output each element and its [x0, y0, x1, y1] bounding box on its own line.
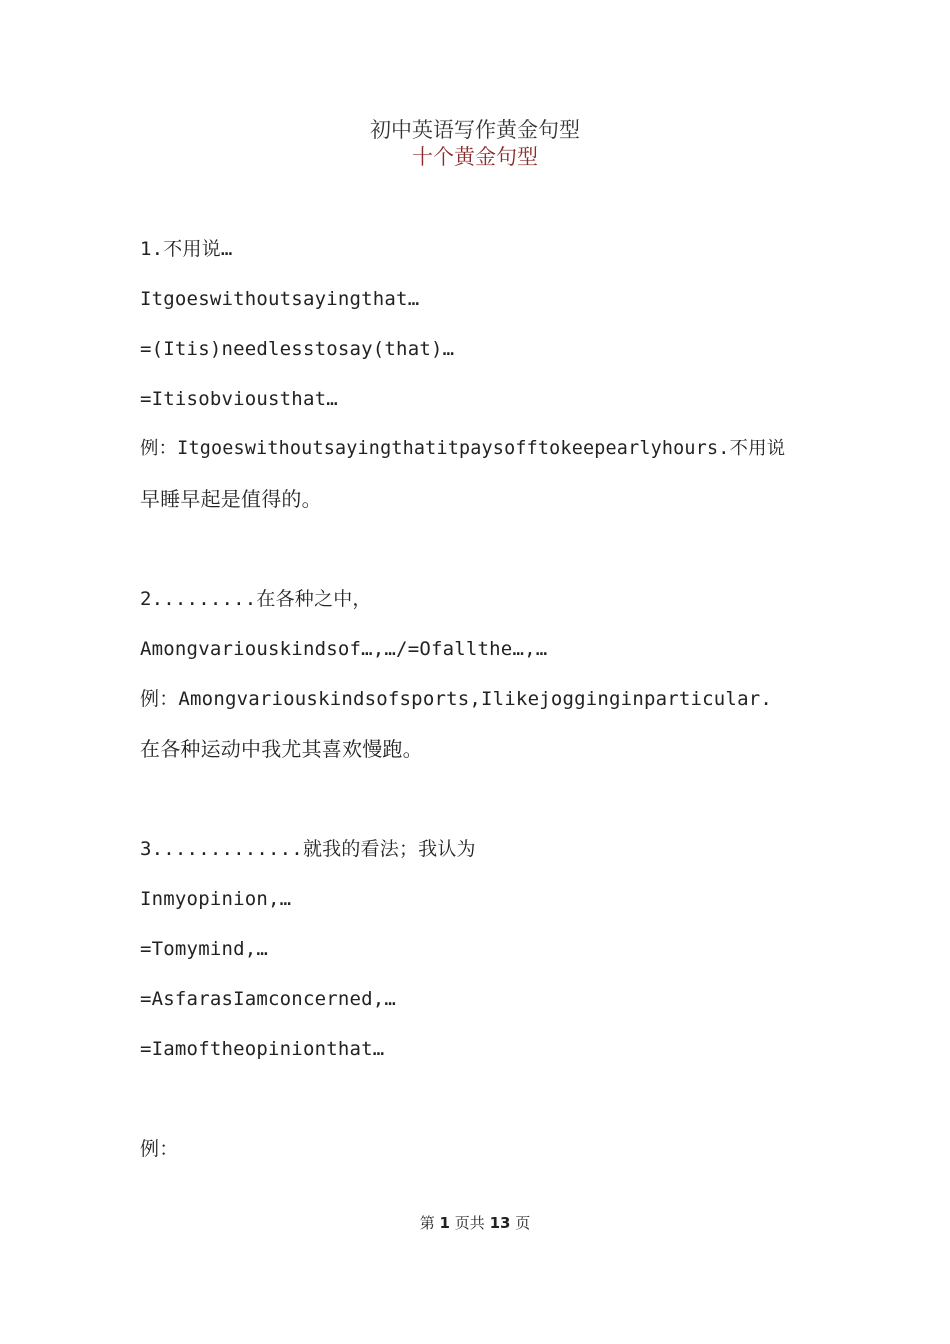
section-3-line-3: =AsfarasIamconcerned,…	[140, 988, 397, 1010]
section-1-example-cont: 早睡早起是值得的。	[140, 487, 322, 511]
footer-total-pages: 13	[489, 1214, 511, 1232]
section-1-heading: 1.不用说…	[140, 238, 233, 260]
section-3-example-label: 例：	[140, 1138, 179, 1160]
document-title: 初中英语写作黄金句型	[370, 118, 580, 142]
footer-suffix: 页	[515, 1214, 531, 1232]
footer-page-number: 1	[439, 1214, 450, 1232]
section-2-heading: 2.........在各种之中，	[140, 588, 372, 610]
section-1-example: 例：Itgoeswithoutsayingthatitpaysofftokeepearlyhours.不用说	[140, 438, 786, 459]
section-2-example: 例：Amongvariouskindsofsports,Ilikejogginginparticular.	[140, 688, 772, 710]
section-1-line-3: =Itisobviousthat…	[140, 388, 338, 410]
section-3-line-2: =Tomymind,…	[140, 938, 269, 960]
footer-prefix: 第	[419, 1214, 435, 1232]
section-3-heading: 3.............就我的看法；我认为	[140, 838, 476, 860]
document-subtitle: 十个黄金句型	[412, 145, 538, 169]
section-1-line-2: =(Itis)needlesstosay(that)…	[140, 338, 455, 360]
section-2-example-translation: 在各种运动中我尤其喜欢慢跑。	[140, 737, 423, 761]
section-3-line-1: Inmyopinion,…	[140, 888, 292, 910]
page-footer	[0, 1212, 950, 1233]
footer-middle: 页共	[454, 1214, 485, 1232]
section-1-line-1: Itgoeswithoutsayingthat…	[140, 288, 420, 310]
section-2-line-1: Amongvariouskindsof…,…/=Ofallthe…,…	[140, 638, 548, 660]
section-3-line-4: =Iamoftheopinionthat…	[140, 1038, 385, 1060]
